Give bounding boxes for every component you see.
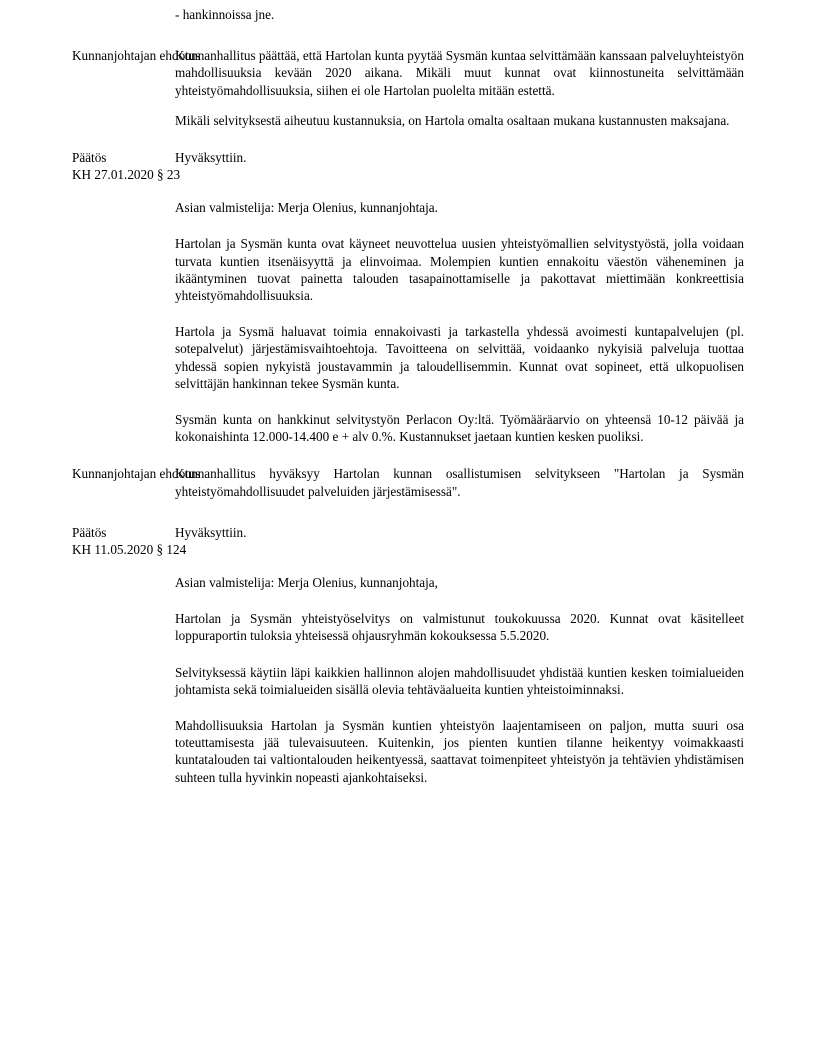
text-column	[175, 6, 816, 23]
top-fragment-row	[0, 0, 816, 23]
paragraph: Kunnanhallitus päättää, että Hartolan kunta pyytää Sysmän kuntaa selvittämään kanssaan palveluyhteistyön mahdollisuuksia kevään 2020 aikana. Mikäli muut kunnat ovat kiinnostuneita selvittämään yhteistyömahdollisuuksia, siihen ei ole Hartolan puolelta mitään estettä.	[175, 48, 744, 98]
section-text	[175, 47, 816, 129]
paragraph: Hyväksyttiin.	[175, 524, 247, 540]
section-label-line: Päätös	[72, 150, 107, 166]
paragraph: Hartola ja Sysmä haluavat toimia ennakoivasti ja tarkastella yhdessä avoimesti kuntapalvelujen (pl. sotepalvelut) järjestämisvaihtoehtoja. Tavoitteena on selvittää, voidaanko nykyisiä palveluja tuottaa yhdessä sopien nykyistä joustavammin ja taloudellisemmin. Kunnat ovat sopineet, että ulkopuolisen selvittäjän hankinnan tekee Sysmän kunta.	[175, 324, 744, 391]
section-kunnanjohtajan-ehdotus-2	[0, 465, 816, 499]
paragraph: Asian valmistelija: Merja Olenius, kunnanjohtaja.	[175, 200, 438, 216]
paragraph: Asian valmistelija: Merja Olenius, kunnanjohtaja,	[175, 575, 438, 591]
section-kunnanjohtajan-ehdotus-1	[0, 47, 816, 129]
section-label-line: Kunnanjohtajan ehdotus	[72, 48, 201, 64]
section-paatos-kh-11-05-2020	[0, 524, 816, 786]
section-text	[175, 149, 816, 445]
paragraph: Selvityksessä käytiin läpi kaikkien hallinnon alojen mahdollisuudet yhdistää kuntien kesken toimialueiden johtamista sekä toimialueiden sisällä olevia tehtäväalueita kuntien yhteistoiminnaksi.	[175, 664, 744, 697]
section-label-line: KH 27.01.2020 § 23	[72, 167, 181, 183]
paragraph: Kunnanhallitus hyväksyy Hartolan kunnan osallistumisen selvitykseen "Hartolan ja Sysmän yhteistyömahdollisuudet palveluiden järjestämisessä".	[175, 466, 744, 499]
section-label-line: KH 11.05.2020 § 124	[72, 541, 187, 557]
spacer	[0, 445, 816, 465]
section-label	[0, 465, 201, 482]
spacer	[0, 129, 816, 149]
section-label-line: Kunnanjohtajan ehdotus	[72, 466, 201, 482]
section-text	[175, 465, 816, 499]
paragraph: Hartolan ja Sysmän kunta ovat käyneet neuvottelua uusien yhteistyömallien selvitystyöstä, jolla voidaan turvata kuntien itsenäisyyttä ja elinvoimaa. Molempien kuntien ennakoitu väestön väheneminen ja ikääntyminen tuovat painetta talouden tasapainottamiselle ja pakottavat miettimään konkreettisia yhteistyömahdollisuuksia.	[175, 236, 744, 304]
paragraph: Sysmän kunta on hankkinut selvitystyön Perlacon Oy:ltä. Työmääräarvio on yhteensä 10-12 päivää ja kokonaishinta 12.000-14.400 e + alv 0.%. Kustannukset jaetaan kuntien kesken puoliksi.	[175, 412, 744, 445]
spacer	[175, 179, 744, 199]
section-label-line: Päätös	[72, 524, 107, 540]
section-text	[175, 524, 816, 786]
paragraph: Mikäli selvityksestä aiheutuu kustannuksia, on Hartola omalta osaltaan mukana kustannusten maksajana.	[175, 112, 730, 128]
paragraph: Hartolan ja Sysmän yhteistyöselvitys on valmistunut toukokuussa 2020. Kunnat ovat käsitelleet loppuraportin tuloksia yhteisessä ohjausryhmän kokouksessa 5.5.2020.	[175, 611, 744, 644]
section-label	[0, 47, 201, 64]
paragraph: Mahdollisuuksia Hartolan ja Sysmän kuntien yhteistyön laajentamiseen on paljon, mutta suuri osa toteuttamisesta jää tulevaisuuteen. Kuitenkin, jos pienten kuntien tilanne heikentyy voimakkaasti kuntatalouden tai valtiontalouden heikentyessä, saattavat toimenpiteet yhteistyön ja tehtävien yhdistämisen suhteen tulla hyvinkin nopeasti ajankohtaiseksi.	[175, 718, 744, 785]
section-label	[0, 524, 187, 558]
section-label	[0, 149, 181, 183]
paragraph: - hankinnoissa jne.	[175, 7, 275, 22]
spacer	[0, 500, 816, 524]
section-paatos-kh-27-01-2020	[0, 149, 816, 445]
spacer	[0, 23, 816, 47]
paragraph: Hyväksyttiin.	[175, 150, 247, 166]
spacer	[175, 554, 744, 574]
